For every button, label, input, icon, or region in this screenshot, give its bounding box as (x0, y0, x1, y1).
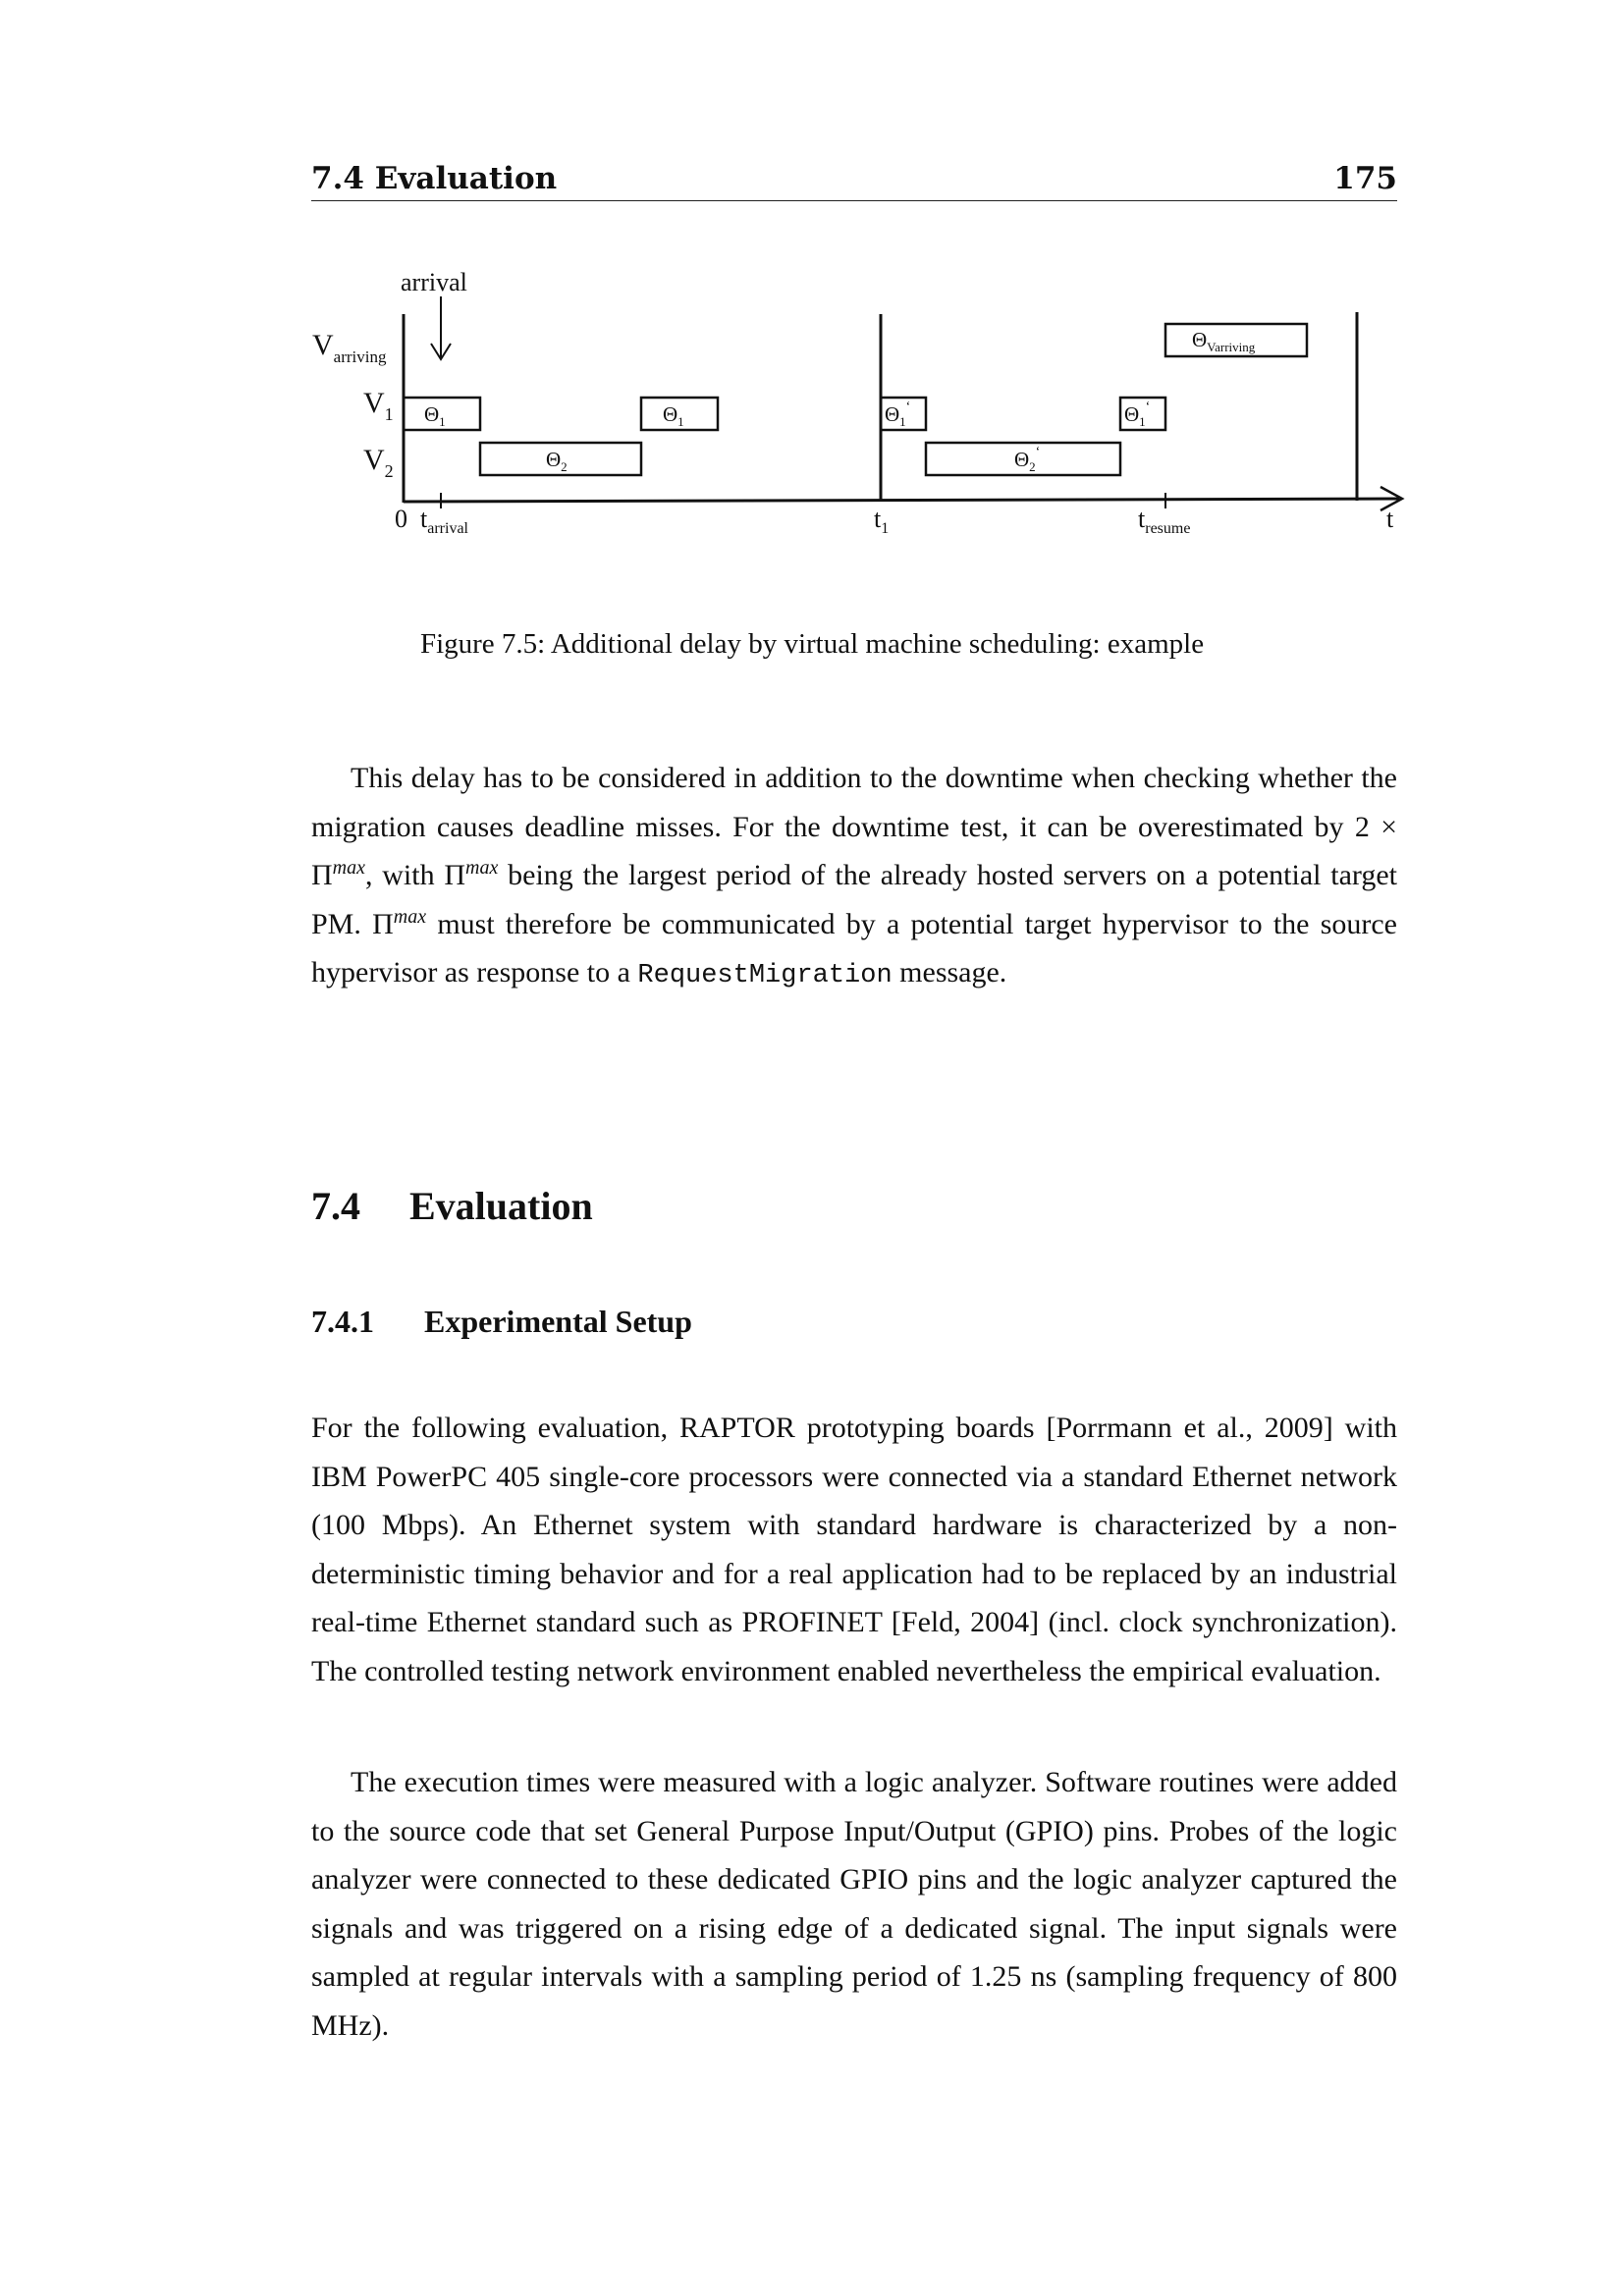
subsection-heading: 7.4.1 Experimental Setup (311, 1304, 692, 1339)
arrival-label: arrival (401, 268, 467, 296)
theta1-label-1: $\Theta_1$ (424, 402, 446, 429)
theta1-label-2: $\Theta_1$ (663, 402, 684, 429)
paragraph-setup: For the following evaluation, RAPTOR prototyping boards [Porrmann et al., 2009] with IBM PowerPC 405 single-core processors were connected via a standard Ethernet network (100 Mbps). An Ethernet system with standard hardware is characterized by a non-deterministic timing behavior and for a real application had to be replaced by an industrial real-time Ethernet standard such as PROFINET [Feld, 2004] (incl. clock synchronization). The controlled testing network environment enabled nevertheless the empirical evaluation. (311, 1412, 1397, 1687)
code-request-migration: RequestMigration (637, 961, 893, 990)
v2-label: $V_2$ (363, 444, 394, 481)
t-label: t (1386, 505, 1394, 533)
scheduling-diagram (295, 255, 1414, 550)
scheduling-figure (295, 255, 1414, 550)
section-heading: 7.4 Evaluation (311, 1184, 593, 1228)
theta2-label-1: $\Theta_2$ (546, 448, 568, 474)
running-head (311, 161, 1397, 201)
v-arriving-label: $V_{arriving}$ (312, 329, 387, 366)
t-arrival-label: $t_{arrival}$ (420, 505, 468, 537)
running-head-section: 7.4 Evaluation (311, 161, 558, 196)
theta2-prime-label: $\Theta_2^‘$ (1014, 445, 1041, 474)
page-number: 175 (1333, 161, 1397, 196)
v1-label: $V_1$ (363, 387, 394, 424)
theta1-prime-label-1: $\Theta_1^‘$ (885, 400, 911, 429)
figure-caption: Figure 7.5: Additional delay by virtual machine scheduling: example (419, 628, 1205, 660)
time-axis (404, 499, 1399, 502)
paragraph-delay: This delay has to be considered in addition to the downtime when checking whether the migration causes deadline misses. For the downtime test, it can be overestimated by $2 \times \Pi^{max}$, with $\Pi^{max}$ being the largest period of the already hosted servers on a potential target PM. $\Pi^{max}$ must therefore be communicated by a potential target hypervisor to the source hypervisor as response to a RequestMigration message. (311, 762, 1397, 990)
theta-varriving-label: $\Theta_{Varriving}$ (1192, 328, 1256, 354)
origin-label: 0 (395, 505, 407, 533)
t1-label: $t_1$ (874, 505, 890, 537)
t-resume-label: $t_{resume}$ (1138, 505, 1191, 537)
paragraph-measurement: The execution times were measured with a logic analyzer. Software routines were added to the source code that set General Purpose Input/Output (GPIO) pins. Probes of the logic analyzer were connected to these dedicated GPIO pins and the logic analyzer captured the signals and was triggered on a rising edge of a dedicated signal. The input signals were sampled at regular intervals with a sampling period of 1.25 ns (sampling frequency of 800 MHz). (311, 1766, 1397, 2042)
theta1-prime-label-2: $\Theta_1^‘$ (1124, 400, 1151, 429)
